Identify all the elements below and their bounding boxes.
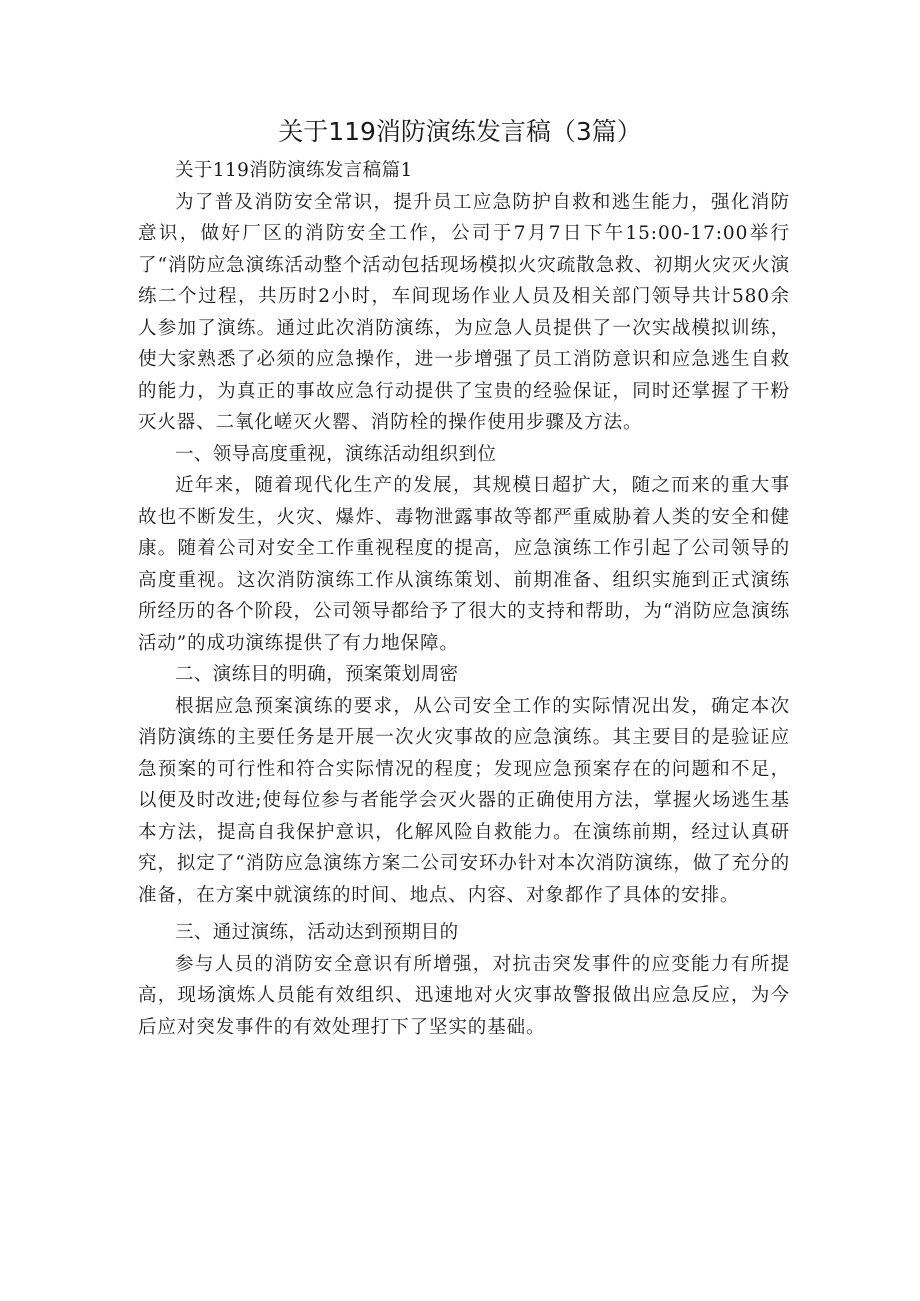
article-heading: 关于119消防演练发言稿篇1 (175, 160, 413, 181)
body-paragraph-intro: 为了普及消防安全常识，提升员工应急防护自救和逃生能力，强化消防意识，做好厂区的消防安全工作，公司于7月7日下午15:00-17:00举行了“消防应急演练活动整个活动包括现场模拟火灾疏散急救、初期火灾灭火演练二个过程，共历时2小时，车间现场作业人员及相关部门领导共计580余人参加了演练。通过此次消防演练，为应急人员提供了一次实战模拟训练，使大家熟悉了必须的应急操作，进一步增强了员工消防意识和应急逃生自救的能力，为真正的事故应急行动提供了宝贵的经验保证，同时还掌握了干粉灭火器、二氧化嵯灭火罂、消防栓的操作使用步骤及方法。 (138, 191, 790, 433)
body-paragraph-section-2: 根据应急预案演练的要求，从公司安全工作的实际情况出发，确定本次消防演练的主要任务是开展一次火灾事故的应急演练。其主要目的是验证应急预案的可行性和符合实际情况的程度；发现应急预案存在的问题和不足，以便及时改进;使每位参与者能学会灭火器的正确使用方法，掌握火场逃生基本方法，提高自我保护意识，化解风险自救能力。在演练前期，经过认真研究，拟定了“消防应急演练方案二公司安环办针对本次消防演练，做了充分的准备，在方案中就演练的时间、地点、内容、对象都作了具体的安排。 (138, 695, 790, 906)
section-heading-1: 一、领导高度重视，演练活动组织到位 (175, 443, 497, 465)
section-heading-3: 三、通过演练，活动达到预期目的 (175, 922, 459, 943)
body-paragraph-section-3: 参与人员的消防安全意识有所增强，对抗击突发事件的应变能力有所提高，现场演炼人员能有效组织、迅速地对火灾事故警报做出应急反应，为今后应对突发事件的有效处理打下了坚实的基础。 (138, 953, 790, 1038)
document-title: 关于119消防演练发言稿（3篇） (278, 117, 642, 146)
body-paragraph-section-1: 近年来，随着现代化生产的发展，其规模日超扩大，随之而来的重大事故也不断发生，火灾、爆炸、毒物泄露事故等都严重威胁着人类的安全和健康。随着公司对安全工作重视程度的提高，应急演练工作引起了公司领导的高度重视。这次消防演练工作从演练策划、前期准备、组织实施到正式演练所经历的各个阶段，公司领导都给予了很大的支持和帮助，为“消防应急演练活动”的成功演练提供了有力地保障。 (138, 475, 790, 654)
section-heading-2: 二、演练目的明确，预案策划周密 (175, 664, 459, 685)
document-body (138, 155, 790, 1043)
